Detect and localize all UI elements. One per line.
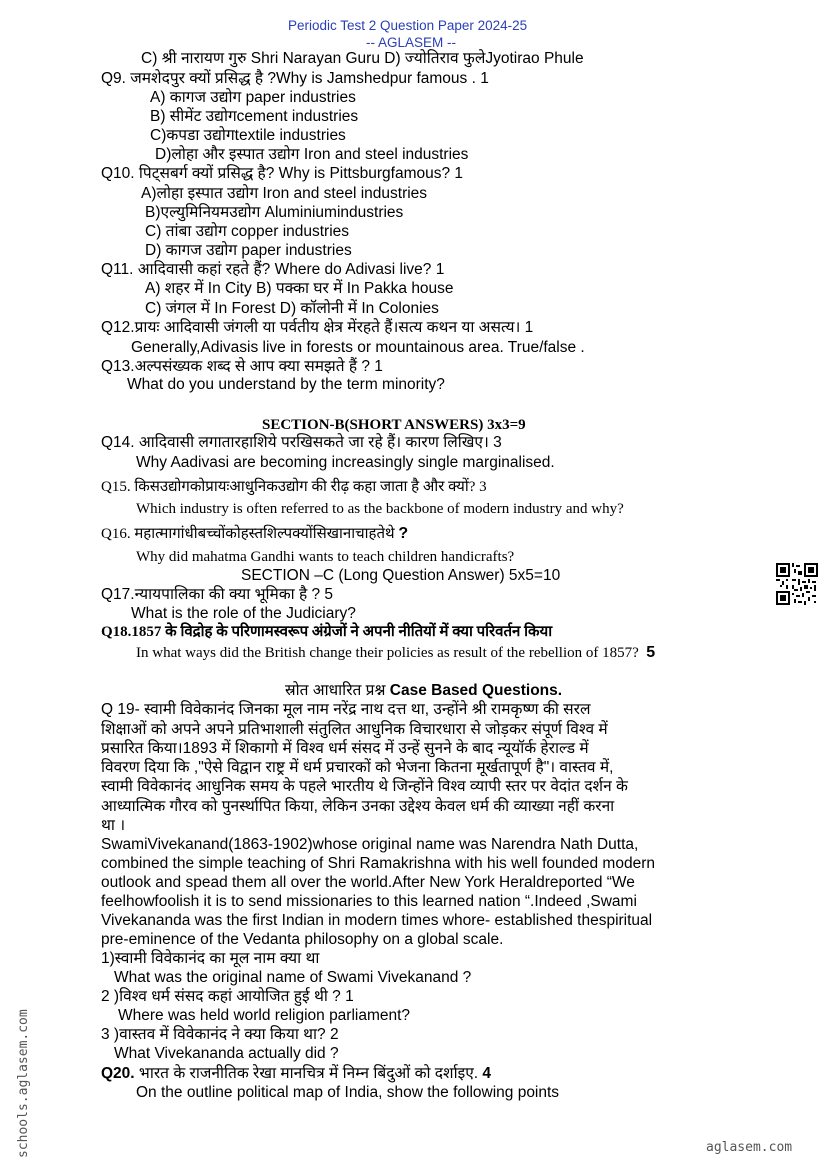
q17-question-hindi: Q17.न्यायपालिका की क्या भूमिका है ? 5 xyxy=(101,586,334,603)
q12-question-english: Generally,Adivasis live in forests or mountainous area. True/false . xyxy=(131,339,585,356)
q16-question-mark: ? xyxy=(398,525,409,542)
qr-code xyxy=(776,563,818,605)
q19-hindi-line-7: था । xyxy=(101,817,126,834)
q13-question-english: What do you understand by the term minority? xyxy=(127,376,445,393)
section-c-heading: SECTION –C (Long Question Answer) 5x5=10 xyxy=(241,567,561,584)
q18-question-hindi: Q18.1857 के विद्रोह के परिणामस्वरूप अंग्रेजों ने अपनी नीतियों में क्या परिवर्तन किया xyxy=(101,624,553,640)
q11-options-ab: A) शहर में In City B) पक्का घर में In Pakka house xyxy=(145,280,454,297)
q14-question-hindi: Q14. आदिवासी लगातारहाशिये परखिसकते जा रहे हैं। कारण लिखिए। 3 xyxy=(101,434,502,451)
q9-option-a: A) कागज उद्योग paper industries xyxy=(150,89,356,106)
q19-english-line-5: Vivekananda was the first Indian in modern times whore- established thespiritual xyxy=(101,912,653,929)
q19-hindi-line-6: आध्यात्मिक गौरव को पुनर्स्थापित किया, लेकिन उनका उद्देश्य केवल धर्म की व्याख्या नहीं करना xyxy=(101,798,615,815)
q19-hindi-line-4: विवरण दिया कि ,"ऐसे विद्वान राष्ट्र में धर्म प्रचारकों को भेजना कितना मूर्खतापूर्ण है"। वास्तव में, xyxy=(101,759,614,776)
q19-sub1-english: What was the original name of Swami Vivekanand ? xyxy=(114,969,472,986)
q19-sub2-hindi: 2 )विश्व धर्म संसद कहां आयोजित हुई थी ? 1 xyxy=(101,988,354,1005)
q19-hindi-line-2: शिक्षाओं को अपने अपने प्रतिभाशाली संतुलित आधुनिक विचारधारा से जोड़कर संपूर्ण विश्व में xyxy=(101,721,608,738)
q19-english-line-1: SwamiVivekanand(1863-1902)whose original name was Narendra Nath Dutta, xyxy=(101,836,639,853)
footer-watermark: aglasem.com xyxy=(706,1140,793,1155)
q9-option-b: B) सीमेंट उद्योगcement industries xyxy=(150,108,359,125)
q19-english-line-2: combined the simple teaching of Shri Ramakrishna with his well founded modern xyxy=(101,855,655,872)
q16-question-hindi: Q16. महात्मागांधीबच्चोंकोहस्तशिल्पक्योंसिखानाचाहतेथे ? xyxy=(101,525,409,542)
section-b-heading: SECTION-B(SHORT ANSWERS) 3x3=9 xyxy=(262,417,526,433)
paper-title: Periodic Test 2 Question Paper 2024-25 xyxy=(288,18,528,33)
case-based-heading: स्रोत आधारित प्रश्न Case Based Questions. xyxy=(285,682,563,699)
q19-english-line-6: pre-eminence of the Vedanta philosophy on a global scale. xyxy=(101,931,504,948)
side-watermark xyxy=(14,970,36,1160)
q11-question: Q11. आदिवासी कहां रहते हैं? Where do Adivasi live? 1 xyxy=(101,261,445,278)
q18-marks: 5 xyxy=(646,644,656,661)
q16-question-english: Why did mahatma Gandhi wants to teach children handicrafts? xyxy=(136,549,515,565)
q15-question-hindi: Q15. किसउद्योगकोप्रायःआधुनिकउद्योग की रीढ़ कहा जाता है और क्यों? 3 xyxy=(101,479,487,495)
q20-question-english: On the outline political map of India, show the following points xyxy=(136,1084,560,1101)
q10-option-d: D) कागज उद्योग paper industries xyxy=(145,242,352,259)
q19-hindi-line-3: प्रसारित किया।1893 में शिकागो में विश्व धर्म संसद में उन्हें सुनने के बाद न्यूयॉर्क हेराल्ड में xyxy=(101,740,589,757)
q13-question-hindi: Q13.अल्पसंख्यक शब्द से आप क्या समझते हैं ? 1 xyxy=(101,358,383,375)
q12-question-hindi: Q12.प्रायः आदिवासी जंगली या पर्वतीय क्षेत्र मेंरहते हैं।सत्य कथन या असत्य। 1 xyxy=(101,319,534,336)
q10-question: Q10. पिट्सबर्ग क्यों प्रसिद्ध है? Why is Pittsburgfamous? 1 xyxy=(101,165,464,182)
q9-question: Q9. जमशेदपुर क्यों प्रसिद्ध है ?Why is Jamshedpur famous . 1 xyxy=(101,70,489,87)
q10-option-a: A)लोहा इस्पात उद्योग Iron and steel industries xyxy=(141,185,428,202)
q9-option-c: C)कपडा उद्योगtextile industries xyxy=(150,127,346,144)
q14-question-english: Why Aadivasi are becoming increasingly single marginalised. xyxy=(136,454,555,471)
q9-option-d: D)लोहा और इस्पात उद्योग Iron and steel industries xyxy=(155,146,469,163)
paper-source: -- AGLASEM -- xyxy=(366,35,457,50)
q10-option-c: C) तांबा उद्योग copper industries xyxy=(145,223,350,240)
q20-question-hindi: Q20. भारत के राजनीतिक रेखा मानचित्र में निम्न बिंदुओं को दर्शाइए. 4 xyxy=(101,1065,492,1082)
q19-sub1-hindi: 1)स्वामी विवेकानंद का मूल नाम क्या था xyxy=(101,950,320,967)
q11-options-cd: C) जंगल में In Forest D) कॉलोनी में In Colonies xyxy=(145,300,439,317)
q17-question-english: What is the role of the Judiciary? xyxy=(131,605,356,622)
q19-hindi-line-1: Q 19- स्वामी विवेकानंद जिनका मूल नाम नरेंद्र नाथ दत्त था, उन्होंने श्री रामकृष्ण की सरल xyxy=(101,701,591,718)
q15-question-english: Which industry is often referred to as the backbone of modern industry and why? xyxy=(136,501,624,517)
q19-hindi-line-5: स्वामी विवेकानंद आधुनिक समय के पहले भारतीय थे जिन्होंने विश्व व्यापी स्तर पर वेदांत दर्शन के xyxy=(101,778,628,795)
q10-option-b: B)एल्युमिनियमउद्योग Aluminiumindustries xyxy=(145,204,404,221)
q19-sub3-english: What Vivekananda actually did ? xyxy=(114,1045,339,1062)
q18-question-english: In what ways did the British change their policies as result of the rebellion of 1857? 5 xyxy=(136,644,656,661)
q19-english-line-3: outlook and spead them all over the world.After New York Heraldreported “We xyxy=(101,874,635,891)
side-watermark-text: schools.aglasem.com xyxy=(16,1009,31,1158)
q8-options-cd: C) श्री नारायण गुरु Shri Narayan Guru D) ज्योतिराव फुलेJyotirao Phule xyxy=(141,50,584,67)
q19-sub3-hindi: 3 )वास्तव में विवेकानंद ने क्या किया था? 2 xyxy=(101,1026,339,1043)
q19-english-line-4: feelhowfoolish it is to send missionaries to this learned nation “.Indeed ,Swami xyxy=(101,893,637,910)
q19-sub2-english: Where was held world religion parliament? xyxy=(118,1007,411,1024)
